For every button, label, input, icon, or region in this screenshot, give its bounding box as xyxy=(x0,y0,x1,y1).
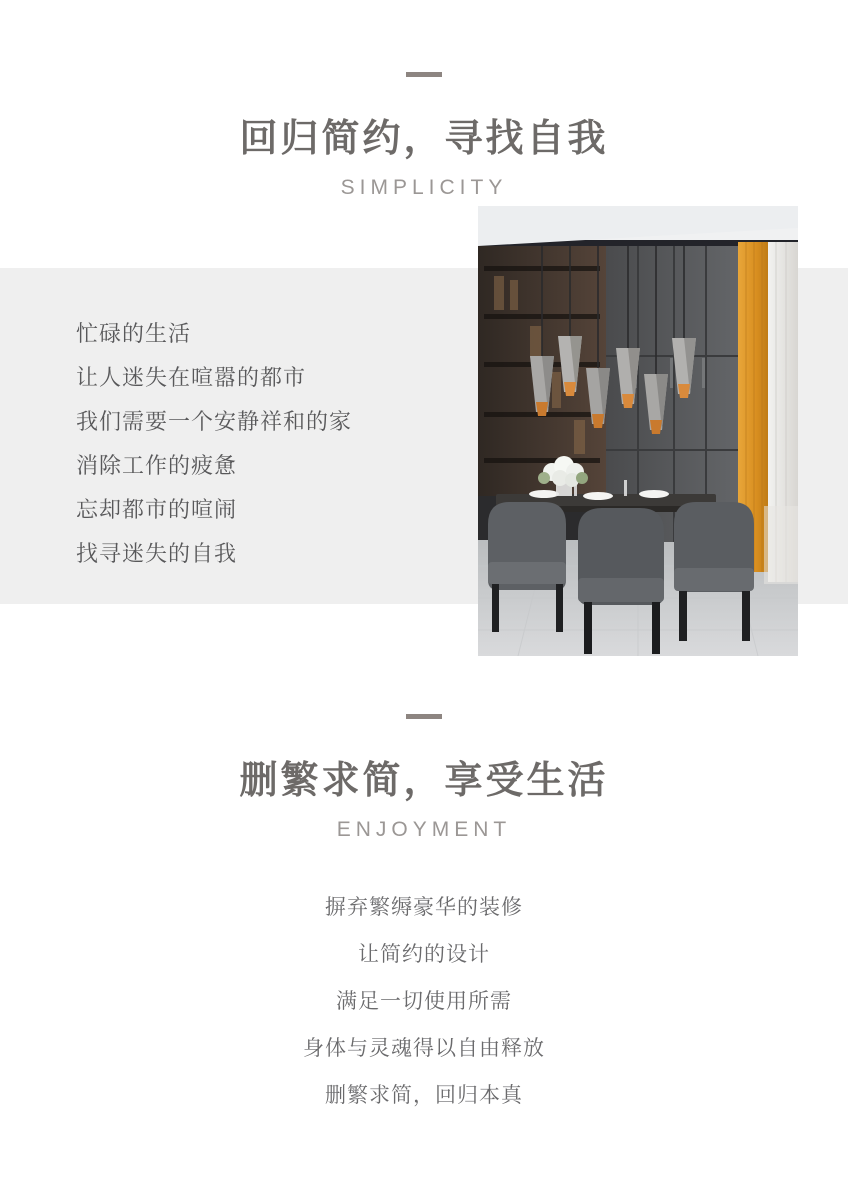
section1-band xyxy=(0,268,848,604)
divider-rule-top xyxy=(406,72,442,77)
section2-heading-en: ENJOYMENT xyxy=(336,818,512,841)
section1-text-lines xyxy=(76,312,352,576)
text-line: 忙碌的生活 xyxy=(76,321,192,346)
text-line: 让简约的设计 xyxy=(358,943,490,966)
text-line: 摒弃繁缛豪华的装修 xyxy=(325,896,523,919)
section1-heading-en: SIMPLICITY xyxy=(340,176,508,199)
section-enjoyment xyxy=(0,714,848,1119)
section2-heading-cn: 删繁求简，享受生活 xyxy=(239,760,609,802)
section1-heading-block xyxy=(0,0,848,200)
section2-text-lines xyxy=(0,884,848,1119)
divider-rule-bottom xyxy=(406,714,442,719)
text-line: 消除工作的疲惫 xyxy=(76,453,238,478)
text-line: 满足一切使用所需 xyxy=(336,990,512,1013)
text-line: 我们需要一个安静祥和的家 xyxy=(76,409,353,434)
text-line: 删繁求简，回归本真 xyxy=(325,1084,523,1107)
text-line: 让人迷失在喧嚣的都市 xyxy=(76,365,307,390)
dining-room-illustration xyxy=(478,206,798,656)
dining-room-photo xyxy=(478,206,798,656)
text-line: 找寻迷失的自我 xyxy=(76,541,238,566)
text-line: 身体与灵魂得以自由释放 xyxy=(303,1037,545,1060)
section1-heading-cn: 回归简约，寻找自我 xyxy=(239,118,609,160)
text-line: 忘却都市的喧闹 xyxy=(76,497,238,522)
